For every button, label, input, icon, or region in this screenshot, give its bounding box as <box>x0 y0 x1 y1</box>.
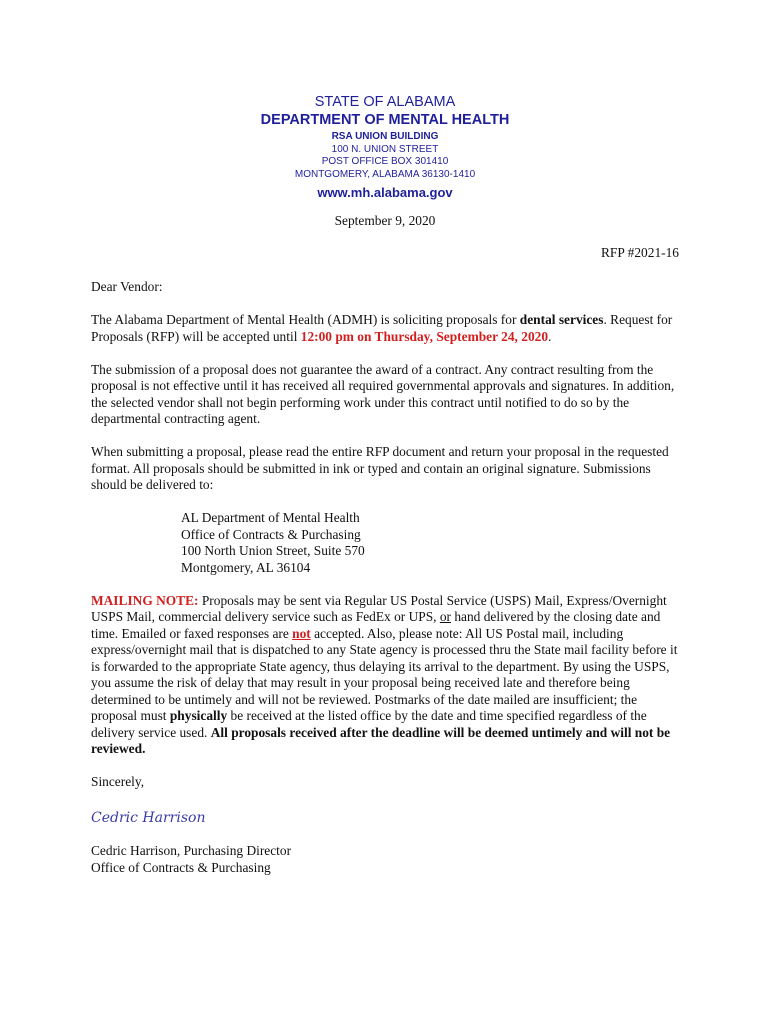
closing: Sincerely, <box>91 774 145 789</box>
letter-date: September 9, 2020 <box>334 213 436 228</box>
letterhead-street: 100 N. UNION STREET <box>331 143 439 155</box>
mailing-note-or: or <box>439 609 451 624</box>
rfp-number: RFP #2021-16 <box>600 245 679 260</box>
mailing-note-text-a: Proposals may be sent via Regular US Postal Service (USPS) Mail, Express/Overnight USPS Mail, commercial delivery service such as FedEx or UPS, <box>91 592 667 624</box>
delivery-address <box>181 510 681 576</box>
service-type: dental services <box>519 312 604 327</box>
para1-text-a: The Alabama Department of Mental Health (ADMH) is soliciting proposals for <box>91 312 520 327</box>
handwritten-signature: Cedric Harrison <box>91 810 206 826</box>
mailing-note-text-d: be received at the listed office by the date and time specified regardless of the delivery service used. <box>91 708 647 740</box>
mailing-note-deadline-warning: All proposals received after the deadline will be deemed untimely and will not be reviewed. <box>91 724 671 756</box>
address-line-3: 100 North Union Street, Suite 570 <box>181 543 365 558</box>
paragraph-disclaimer: The submission of a proposal does not guarantee the award of a contract. Any contract resulting from the proposal is not effective until it has received all required governmental approvals and signatures. In addition, the selected vendor shall not begin performing work under this contract until notified to do so by the departmental contracting agent. <box>91 361 675 426</box>
deadline: 12:00 pm on Thursday, September 24, 2020 <box>300 328 549 344</box>
signer-office: Office of Contracts & Purchasing <box>91 859 271 875</box>
mailing-note-physically: physically <box>169 708 228 723</box>
mailing-note-not: not <box>292 625 311 641</box>
letterhead-building: RSA UNION BUILDING <box>331 131 439 142</box>
para1-text-c: . <box>548 328 552 344</box>
mailing-note-text-b: hand delivered by the closing date and time. Emailed or faxed responses are <box>91 609 661 641</box>
mailing-note-label: MAILING NOTE: <box>91 592 199 608</box>
letterhead-city: MONTGOMERY, ALABAMA 36130-1410 <box>294 168 476 180</box>
mailing-note-text-c: accepted. Also, please note: All US Postal mail, including express/overnight mail that is dispatched to any State agency is processed thru the State mail facility before it is forwarded to the appropriate State agency, thus delaying its arrival to the department. By using the USPS, you assume the risk of delay that may result in your proposal being received late and therefore being determined to be untimely and will not be reviewed. Postmarks of the date mailed are insufficient; the proposal must <box>91 625 678 723</box>
letterhead-state: STATE OF ALABAMA <box>314 94 456 110</box>
paragraph-solicitation <box>91 312 681 345</box>
letterhead-department: DEPARTMENT OF MENTAL HEALTH <box>260 112 510 128</box>
letter-body <box>91 279 681 876</box>
letterhead-website-link[interactable]: www.mh.alabama.gov <box>317 185 453 200</box>
address-line-2: Office of Contracts & Purchasing <box>181 526 361 542</box>
address-line-1: AL Department of Mental Health <box>181 510 360 525</box>
paragraph-submission: When submitting a proposal, please read the entire RFP document and return your proposal in the requested format. All proposals should be submitted in ink or typed and contain an original signature. Submissions should be delivered to: <box>91 444 669 492</box>
letterhead <box>0 94 770 201</box>
address-line-4: Montgomery, AL 36104 <box>181 559 311 575</box>
letterhead-po-box: POST OFFICE BOX 301410 <box>321 156 449 167</box>
para1-text-b: . Request for Proposals (RFP) will be accepted until <box>91 312 673 344</box>
paragraph-mailing-note <box>91 593 681 758</box>
salutation: Dear Vendor: <box>91 279 163 294</box>
signer-name-title: Cedric Harrison, Purchasing Director <box>91 843 292 858</box>
